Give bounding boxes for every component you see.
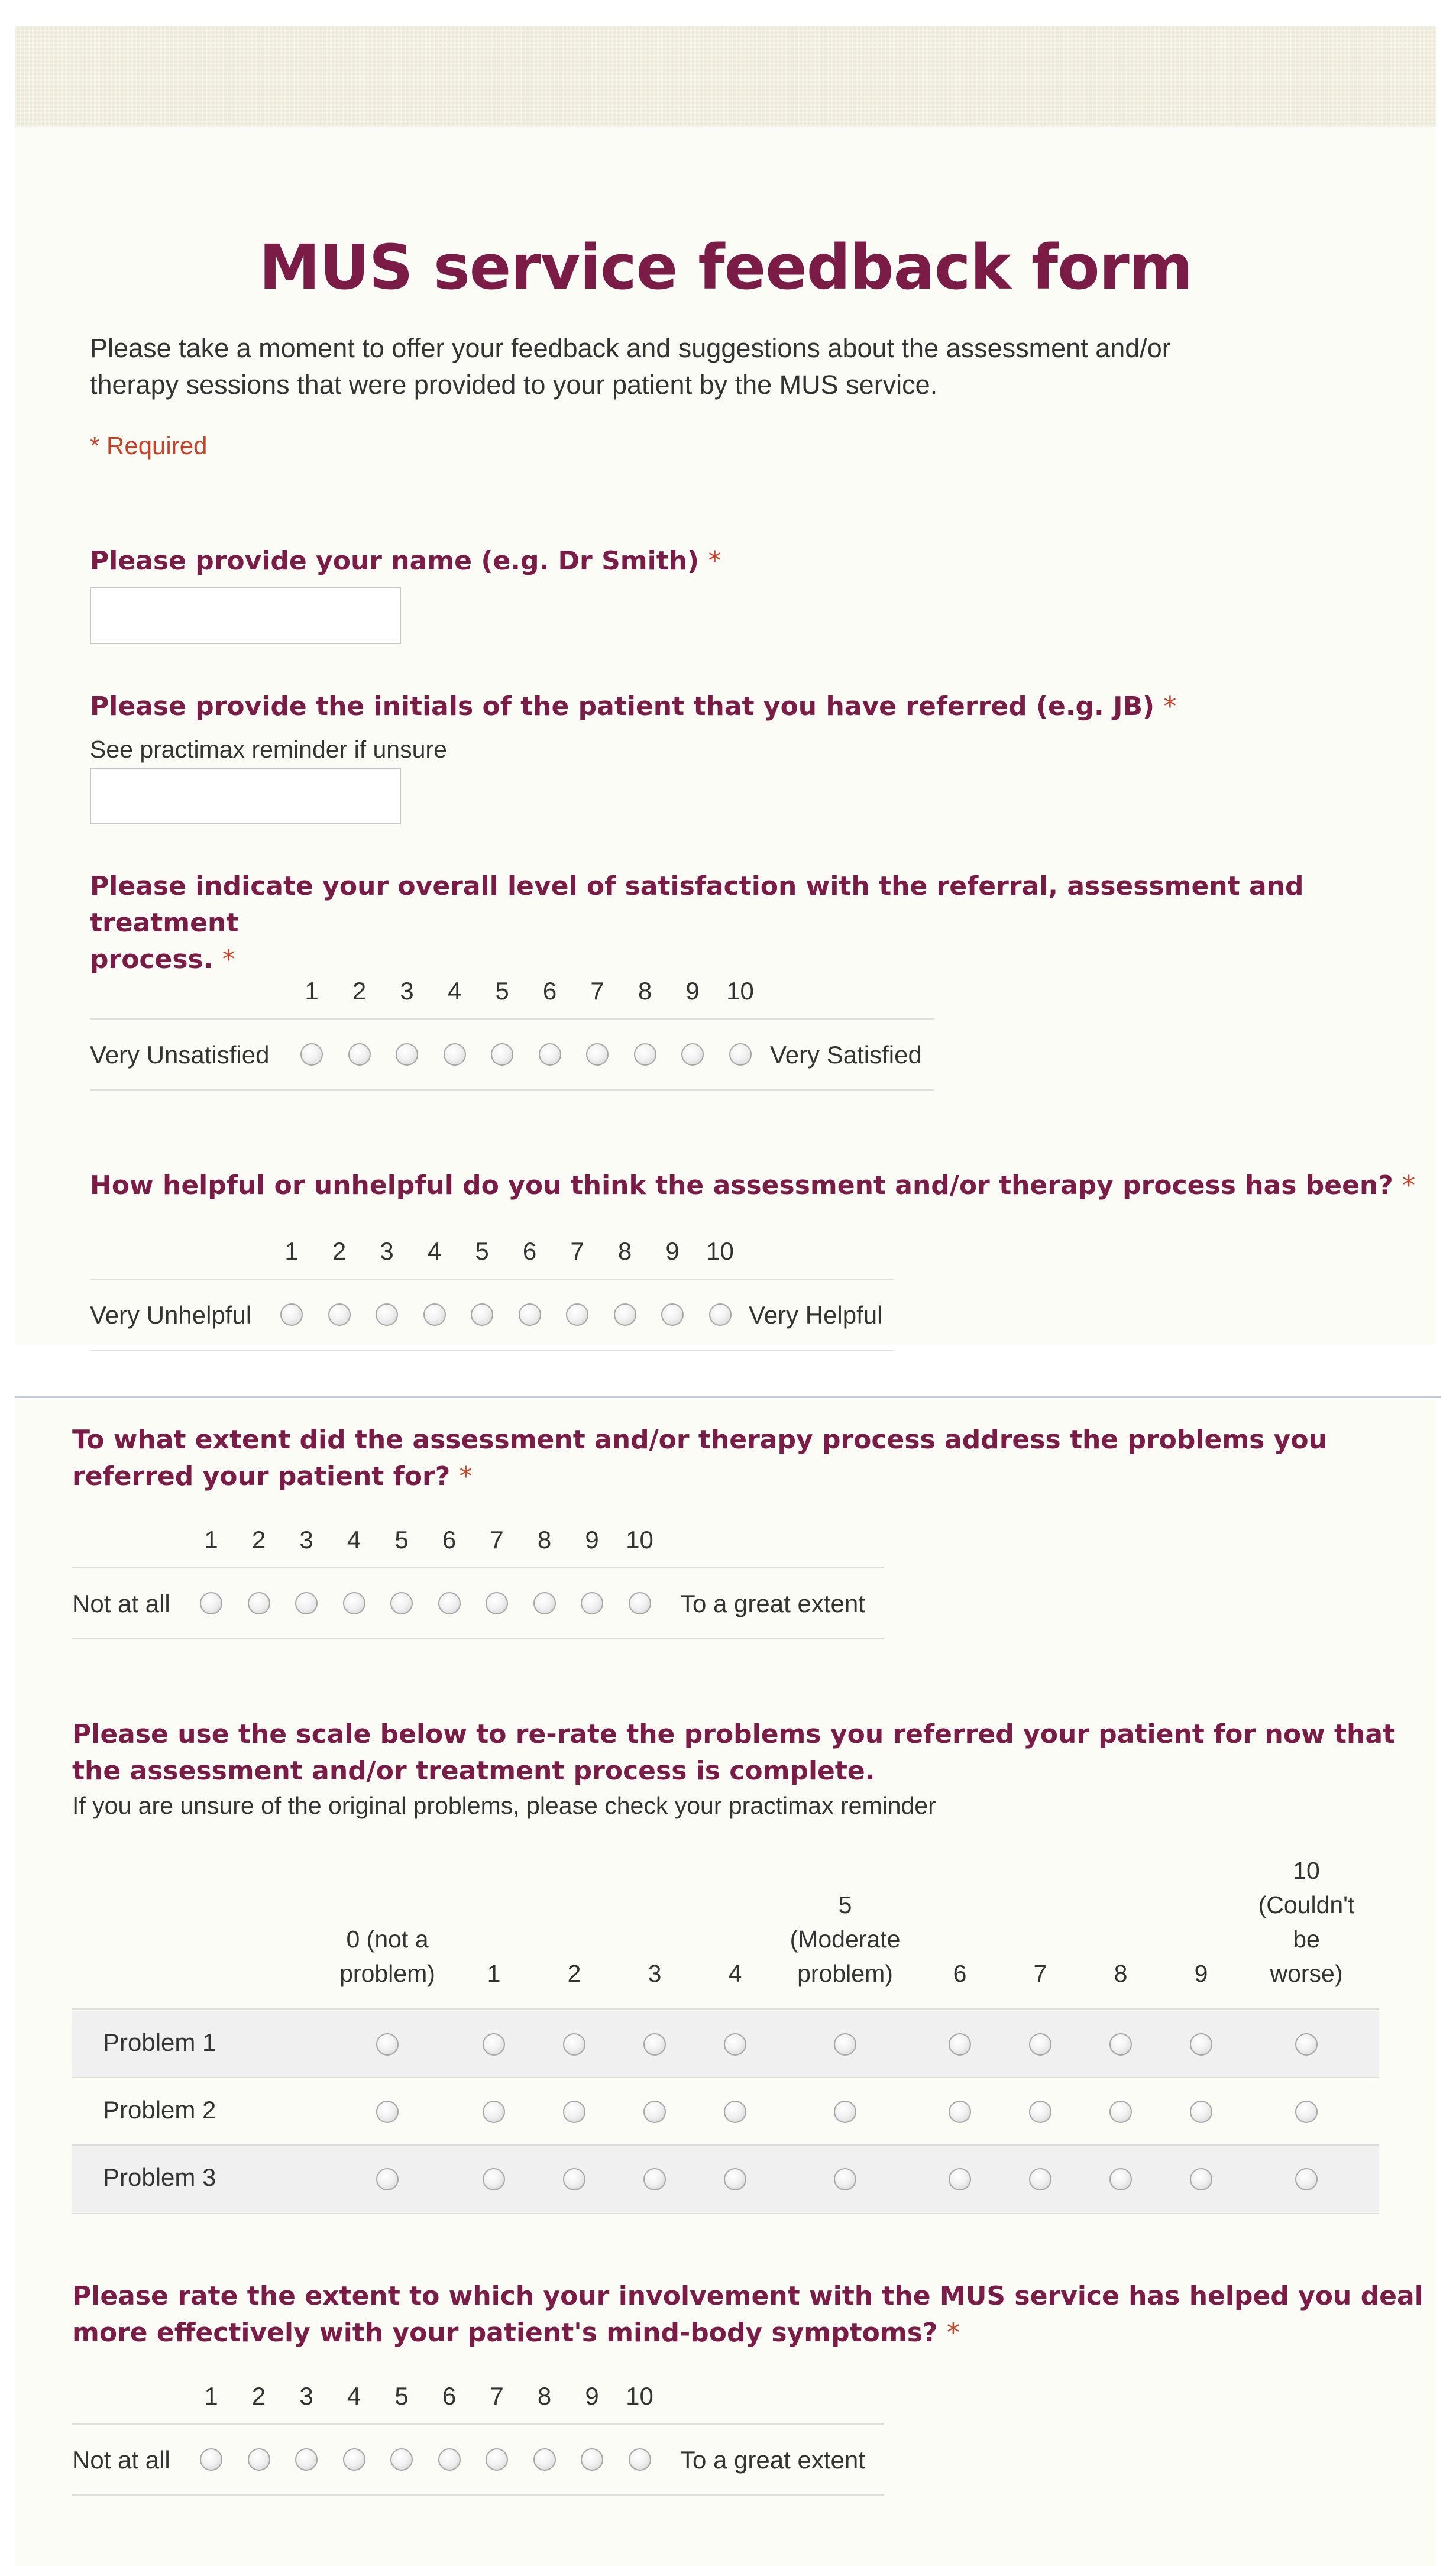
- rating-radio-9[interactable]: [581, 1592, 603, 1614]
- rating-radio-6[interactable]: [539, 1043, 561, 1066]
- grid-radio[interactable]: [949, 2101, 971, 2123]
- form-title: MUS service feedback form: [258, 231, 1193, 303]
- scale-divider: [90, 1350, 894, 1351]
- grid-column-header-line: be: [1293, 1926, 1320, 1953]
- form-description-line-2: therapy sessions that were provided to your patient by the MUS service.: [90, 370, 938, 400]
- scale-number: 10: [726, 977, 754, 1005]
- header-banner: [15, 26, 1436, 127]
- rating-radio-9[interactable]: [681, 1043, 704, 1066]
- scale-number: 10: [626, 1526, 653, 1554]
- grid-radio[interactable]: [1295, 2168, 1318, 2190]
- rating-radio-6[interactable]: [438, 2448, 461, 2471]
- grid-column-header-line: 2: [567, 1960, 581, 1987]
- grid-column-header-line: 8: [1114, 1960, 1128, 1987]
- required-note: * Required: [90, 432, 208, 460]
- grid-radio[interactable]: [563, 2101, 585, 2123]
- grid-radio[interactable]: [724, 2101, 746, 2123]
- rating-radio-8[interactable]: [634, 1043, 656, 1066]
- scale-max-label: To a great extent: [680, 1590, 865, 1617]
- scale-number: 3: [400, 977, 414, 1005]
- form-description: [90, 330, 1171, 403]
- rating-radio-5[interactable]: [491, 1043, 513, 1066]
- rating-radio-5[interactable]: [471, 1303, 493, 1326]
- rerate-help-text: If you are unsure of the original problems, please check your practimax reminder: [72, 1792, 936, 1819]
- scale-number: 8: [638, 977, 652, 1005]
- rating-radio-9[interactable]: [581, 2448, 603, 2471]
- question-rerate-line-1: Please use the scale below to re-rate the problems you referred your patient for now that: [72, 1719, 1396, 1749]
- grid-column-header-line: worse): [1270, 1960, 1343, 1987]
- grid-radio[interactable]: [834, 2168, 856, 2190]
- rating-radio-2[interactable]: [248, 2448, 270, 2471]
- rating-radio-4[interactable]: [444, 1043, 466, 1066]
- scale-min-label: Very Unsatisfied: [90, 1041, 270, 1069]
- grid-radio[interactable]: [1109, 2101, 1132, 2123]
- question-satisfaction-line-2: process.: [90, 944, 213, 975]
- scale-divider: [90, 1279, 894, 1280]
- scale-number: 5: [394, 2382, 409, 2410]
- grid-radio[interactable]: [949, 2168, 971, 2190]
- scale-min-label: Very Unhelpful: [90, 1301, 252, 1329]
- grid-radio[interactable]: [834, 2101, 856, 2123]
- rating-radio-7[interactable]: [486, 1592, 508, 1614]
- rating-radio-10[interactable]: [729, 1043, 752, 1066]
- grid-column-header: [1229, 1853, 1383, 1991]
- rating-radio-10[interactable]: [629, 2448, 651, 2471]
- scale-number: 9: [585, 2382, 599, 2410]
- grid-row-label: Problem 2: [103, 2096, 216, 2124]
- question-satisfaction-line-1: Please indicate your overall level of satisfaction with the referral, assessment and treatment: [90, 871, 1304, 938]
- grid-radio[interactable]: [376, 2168, 399, 2190]
- grid-column-header-line: 7: [1033, 1960, 1047, 1987]
- rating-radio-9[interactable]: [661, 1303, 684, 1326]
- grid-radio[interactable]: [483, 2033, 505, 2056]
- scale-number: 2: [352, 977, 367, 1005]
- rating-radio-2[interactable]: [348, 1043, 371, 1066]
- grid-radio[interactable]: [643, 2101, 666, 2123]
- grid-radio[interactable]: [1190, 2101, 1212, 2123]
- grid-radio[interactable]: [376, 2101, 399, 2123]
- question-rerate-line-2: the assessment and/or treatment process is complete.: [72, 1756, 875, 1786]
- scale-max-label: Very Satisfied: [770, 1041, 922, 1069]
- scale-number: 4: [347, 1526, 361, 1554]
- question-initials-text: Please provide the initials of the patient that you have referred (e.g. JB): [90, 691, 1155, 721]
- scale-number: 7: [570, 1237, 584, 1265]
- grid-radio[interactable]: [1029, 2101, 1051, 2123]
- grid-row: [72, 2146, 1379, 2212]
- grid-column-header-line: 10: [1293, 1857, 1320, 1884]
- scale-number: 7: [590, 977, 604, 1005]
- rating-radio-8[interactable]: [533, 1592, 556, 1614]
- scale-max-label: To a great extent: [680, 2446, 865, 2474]
- scale-number: 7: [490, 2382, 504, 2410]
- grid-column-header-line: problem): [339, 1960, 435, 1987]
- scale-number: 2: [332, 1237, 347, 1265]
- form-description-line-1: Please take a moment to offer your feedback and suggestions about the assessment and/or: [90, 333, 1171, 363]
- required-asterisk: *: [222, 944, 235, 975]
- grid-radio[interactable]: [1109, 2033, 1132, 2056]
- grid-row: [72, 2011, 1379, 2077]
- question-name-label: [90, 543, 721, 580]
- scale-min-label: Not at all: [72, 1590, 170, 1617]
- scale-number: 8: [537, 1526, 552, 1554]
- question-rerate-label: [72, 1716, 1395, 1790]
- rating-radio-3[interactable]: [376, 1303, 398, 1326]
- grid-column-header-line: (Moderate: [790, 1926, 901, 1953]
- grid-row-divider: [72, 2008, 1379, 2010]
- rating-radio-1[interactable]: [200, 1592, 222, 1614]
- rating-radio-5[interactable]: [390, 2448, 413, 2471]
- grid-column-header-line: problem): [797, 1960, 893, 1987]
- scale-number: 2: [251, 2382, 266, 2410]
- grid-radio[interactable]: [1190, 2168, 1212, 2190]
- question-involvement-label: [72, 2278, 1423, 2351]
- rating-radio-4[interactable]: [343, 1592, 365, 1614]
- scale-number: 4: [427, 1237, 442, 1265]
- rating-radio-2[interactable]: [248, 1592, 270, 1614]
- question-name-text: Please provide your name (e.g. Dr Smith): [90, 546, 700, 576]
- grid-radio[interactable]: [1295, 2101, 1318, 2123]
- grid-radio[interactable]: [1190, 2033, 1212, 2056]
- rating-radio-8[interactable]: [533, 2448, 556, 2471]
- rating-radio-7[interactable]: [586, 1043, 609, 1066]
- required-asterisk: *: [946, 2318, 960, 2348]
- grid-radio[interactable]: [483, 2168, 505, 2190]
- question-extent-label: [72, 1422, 1327, 1495]
- grid-radio[interactable]: [724, 2168, 746, 2190]
- question-helpfulness-label: [90, 1167, 1415, 1204]
- rating-radio-6[interactable]: [519, 1303, 541, 1326]
- scale-number: 4: [447, 977, 462, 1005]
- scale-number: 10: [626, 2382, 653, 2410]
- question-satisfaction-label: [90, 868, 1456, 978]
- rating-radio-7[interactable]: [566, 1303, 588, 1326]
- question-helpfulness-text: How helpful or unhelpful do you think the assessment and/or therapy process has been?: [90, 1170, 1393, 1201]
- rating-radio-1[interactable]: [300, 1043, 323, 1066]
- scale-min-label: Not at all: [72, 2446, 170, 2474]
- scale-number: 2: [251, 1526, 266, 1554]
- grid-radio[interactable]: [563, 2033, 585, 2056]
- scale-number: 3: [299, 1526, 313, 1554]
- rating-radio-7[interactable]: [486, 2448, 508, 2471]
- grid-radio[interactable]: [376, 2033, 399, 2056]
- question-extent-line-2: referred your patient for?: [72, 1461, 451, 1491]
- scale-number: 5: [475, 1237, 489, 1265]
- scale-divider: [72, 2423, 884, 2425]
- scale-number: 7: [490, 1526, 504, 1554]
- scale-number: 9: [665, 1237, 680, 1265]
- scale-number: 6: [442, 1526, 457, 1554]
- rating-radio-1[interactable]: [280, 1303, 303, 1326]
- grid-row-label: Problem 3: [103, 2163, 216, 2191]
- scale-divider: [90, 1018, 934, 1020]
- initials-input[interactable]: [90, 768, 401, 824]
- grid-radio[interactable]: [1109, 2168, 1132, 2190]
- required-asterisk: *: [1402, 1170, 1416, 1201]
- grid-column-header-line: (Couldn't: [1258, 1891, 1355, 1918]
- question-extent-line-1: To what extent did the assessment and/or therapy process address the problems you: [72, 1425, 1327, 1455]
- grid-column-header-line: 9: [1194, 1960, 1208, 1987]
- scale-number: 9: [585, 1526, 599, 1554]
- rating-radio-1[interactable]: [200, 2448, 222, 2471]
- scale-number: 4: [347, 2382, 361, 2410]
- rating-radio-4[interactable]: [343, 2448, 365, 2471]
- rating-radio-10[interactable]: [629, 1592, 651, 1614]
- rating-radio-8[interactable]: [614, 1303, 636, 1326]
- grid-column-header-line: 0 (not a: [346, 1926, 429, 1953]
- scale-number: 5: [394, 1526, 409, 1554]
- scale-divider: [72, 2494, 884, 2496]
- scale-number: 8: [617, 1237, 632, 1265]
- grid-radio[interactable]: [1029, 2168, 1051, 2190]
- grid-column-header-line: 6: [953, 1960, 967, 1987]
- rating-radio-5[interactable]: [390, 1592, 413, 1614]
- scale-number: 3: [299, 2382, 313, 2410]
- required-asterisk: *: [459, 1461, 473, 1491]
- rating-radio-4[interactable]: [423, 1303, 446, 1326]
- rating-radio-3[interactable]: [396, 1043, 418, 1066]
- question-initials-label: [90, 688, 1176, 725]
- scale-number: 1: [284, 1237, 299, 1265]
- name-input[interactable]: [90, 587, 401, 644]
- grid-row-label: Problem 1: [103, 2028, 216, 2056]
- grid-column-header-line: 3: [648, 1960, 662, 1987]
- grid-radio[interactable]: [1295, 2033, 1318, 2056]
- scale-divider: [90, 1089, 934, 1091]
- grid-radio[interactable]: [1029, 2033, 1051, 2056]
- required-asterisk: *: [1163, 691, 1177, 721]
- question-involvement-line-2: more effectively with your patient's mind-body symptoms?: [72, 2318, 938, 2348]
- rating-radio-3[interactable]: [295, 2448, 318, 2471]
- grid-radio[interactable]: [834, 2033, 856, 2056]
- scale-number: 6: [442, 2382, 457, 2410]
- grid-column-header-line: 5: [838, 1891, 852, 1918]
- grid-radio[interactable]: [563, 2168, 585, 2190]
- rating-radio-2[interactable]: [328, 1303, 351, 1326]
- initials-help-text: See practimax reminder if unsure: [90, 736, 447, 763]
- screenshot-divider: [15, 1396, 1441, 1398]
- rating-radio-6[interactable]: [438, 1592, 461, 1614]
- scale-number: 9: [685, 977, 700, 1005]
- scale-divider: [72, 1567, 884, 1568]
- rating-radio-10[interactable]: [709, 1303, 732, 1326]
- grid-row-divider: [72, 2213, 1379, 2214]
- grid-radio[interactable]: [643, 2033, 666, 2056]
- scale-number: 3: [380, 1237, 394, 1265]
- scale-number: 6: [542, 977, 557, 1005]
- scale-number: 8: [537, 2382, 552, 2410]
- scale-max-label: Very Helpful: [749, 1301, 883, 1329]
- grid-row: [72, 2078, 1379, 2144]
- scale-number: 1: [204, 1526, 218, 1554]
- scale-number: 6: [522, 1237, 537, 1265]
- scale-number: 10: [706, 1237, 734, 1265]
- grid-column-header-line: 1: [487, 1960, 501, 1987]
- grid-column-header-line: 4: [728, 1960, 742, 1987]
- scale-number: 1: [305, 977, 319, 1005]
- rating-radio-3[interactable]: [295, 1592, 318, 1614]
- grid-radio[interactable]: [724, 2033, 746, 2056]
- grid-radio[interactable]: [643, 2168, 666, 2190]
- scale-number: 1: [204, 2382, 218, 2410]
- grid-radio[interactable]: [949, 2033, 971, 2056]
- scale-number: 5: [495, 977, 509, 1005]
- scale-divider: [72, 1638, 884, 1639]
- question-involvement-line-1: Please rate the extent to which your involvement with the MUS service has helped you deal: [72, 2281, 1423, 2311]
- grid-radio[interactable]: [483, 2101, 505, 2123]
- required-asterisk: *: [708, 546, 721, 576]
